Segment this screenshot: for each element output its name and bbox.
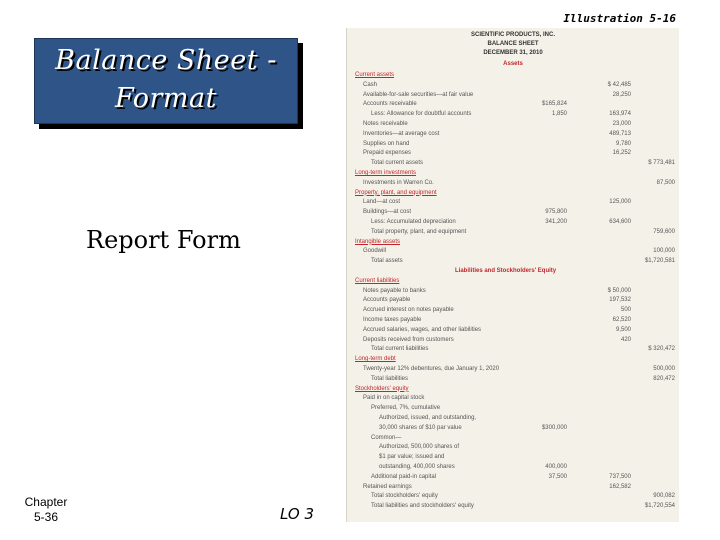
sheet-row-amount: 87,500	[656, 179, 675, 186]
sheet-row	[347, 327, 679, 336]
sheet-row-amount: $1,720,581	[644, 258, 675, 265]
sheet-row-amount: 163,974	[609, 111, 631, 118]
sheet-row	[347, 101, 679, 110]
sheet-row-label: Preferred, 7%, cumulative	[371, 405, 441, 412]
sheet-row-amount: 900,082	[653, 493, 675, 500]
sheet-row-amount: 420	[620, 336, 631, 343]
sheet-row	[347, 503, 679, 512]
sheet-row-label: Long-term debt	[355, 356, 396, 363]
sheet-row-label: Investments in Warren Co.	[363, 179, 434, 186]
sheet-row-label: Total current assets	[371, 160, 424, 167]
sheet-row-label: Liabilities and Stockholders' Equity	[455, 268, 557, 274]
sheet-row-label: Property, plant, and equipment	[355, 189, 437, 196]
sheet-row	[347, 141, 679, 150]
sheet-row-label: Current assets	[355, 72, 395, 78]
sheet-row-label: Income taxes payable	[363, 317, 422, 323]
learning-objective: LO 3	[280, 505, 315, 523]
sheet-row-amount: 737,500	[609, 473, 631, 480]
sheet-row	[347, 219, 679, 228]
sheet-row-amount: 500	[620, 307, 631, 314]
sheet-row-label: Stockholders' equity	[355, 385, 409, 392]
sheet-row-amount: 197,532	[609, 297, 631, 304]
sheet-row	[347, 493, 679, 502]
sheet-row	[347, 258, 679, 267]
balance-sheet-image	[346, 28, 679, 522]
sheet-row-label: Inventories—at average cost	[363, 130, 440, 137]
sheet-row	[347, 248, 679, 257]
sheet-row	[347, 346, 679, 355]
sheet-row-label: Available-for-sale securities—at fair value	[363, 91, 474, 98]
sheet-row-amount: $165,824	[541, 101, 567, 108]
sheet-row-label: Intangible assets	[355, 238, 401, 245]
slide-title-line1: Balance Sheet -	[55, 45, 277, 76]
sheet-row-amount: $1,720,554	[644, 503, 675, 510]
sheet-row-label: 30,000 shares of $10 par value	[379, 424, 462, 431]
sheet-row-amount: 500,000	[653, 366, 675, 372]
sheet-row-label: Accrued salaries, wages, and other liabilities	[363, 326, 482, 333]
slide-title-box	[34, 38, 298, 124]
sheet-row-label: Total stockholders' equity	[371, 493, 438, 500]
sheet-row	[347, 288, 679, 297]
sheet-row-label: Authorized, 500,000 shares of	[379, 444, 460, 451]
sheet-row	[347, 111, 679, 120]
sheet-row-label: Common—	[371, 434, 402, 441]
sheet-row-label: Supplies on hand	[363, 140, 410, 147]
sheet-row	[347, 376, 679, 385]
sheet-row	[347, 268, 679, 277]
sheet-row-amount: 100,000	[653, 248, 675, 255]
sheet-row-amount: 975,800	[545, 209, 567, 216]
sheet-row	[347, 209, 679, 218]
sheet-row	[347, 92, 679, 101]
sheet-row-amount: 489,713	[609, 130, 631, 137]
sheet-row-label: Accounts payable	[363, 297, 411, 304]
sheet-row-label: Buildings—at cost	[363, 209, 412, 216]
sheet-row	[347, 72, 679, 81]
sheet-row	[347, 180, 679, 189]
sheet-row-label: Total current liabilities	[371, 346, 429, 353]
sheet-row	[347, 474, 679, 483]
sheet-row-amount: 820,472	[653, 375, 675, 382]
sheet-row-label: $1 par value; issued and	[379, 454, 445, 461]
sheet-row	[347, 278, 679, 287]
sheet-row-label: Additional paid-in capital	[371, 473, 437, 480]
illustration-label: Illustration 5-16	[563, 12, 676, 25]
sheet-row-label: Paid in on capital stock	[363, 395, 425, 402]
sheet-row	[347, 199, 679, 208]
chapter-page: 5-36	[33, 510, 59, 524]
sheet-row	[347, 366, 679, 375]
sheet-row	[347, 435, 679, 444]
sheet-row-amount: $ 320,472	[648, 346, 675, 353]
sheet-row-amount: 23,000	[612, 121, 631, 127]
sheet-row-label: Deposits received from customers	[363, 336, 454, 343]
sheet-row	[347, 425, 679, 434]
slide-title-line2: Format	[115, 83, 217, 114]
sheet-row	[347, 444, 679, 453]
sheet-row-label: Less: Accumulated depreciation	[371, 219, 456, 225]
sheet-row-label: Twenty-year 12% debentures, due January 1, 2020	[363, 366, 500, 372]
sheet-row-label: Total assets	[371, 258, 403, 265]
sheet-row-amount: 28,250	[612, 91, 631, 98]
sheet-row	[347, 395, 679, 404]
sheet-row	[347, 356, 679, 365]
sheet-row-amount: $ 42,485	[607, 81, 631, 88]
sheet-row-label: Cash	[363, 81, 378, 88]
sheet-row-label: Total liabilities and stockholders' equity	[371, 503, 474, 510]
sheet-company: SCIENTIFIC PRODUCTS, INC.	[470, 32, 555, 38]
sheet-row-label: Retained earnings	[363, 483, 412, 490]
sheet-row-label: Accrued interest on notes payable	[363, 307, 454, 314]
sheet-row-amount: 634,600	[609, 219, 631, 225]
sheet-row-label: Prepaid expenses	[363, 150, 412, 157]
sheet-row	[347, 337, 679, 346]
sheet-row-label: Notes payable to banks	[363, 287, 426, 294]
chapter-label	[18, 495, 74, 525]
sheet-row-amount: 341,200	[545, 219, 567, 225]
sheet-row	[347, 454, 679, 463]
sheet-row	[347, 386, 679, 395]
sheet-row-amount: 62,520	[612, 317, 631, 323]
sheet-row-amount: 16,252	[612, 150, 631, 157]
sheet-row	[347, 131, 679, 140]
sheet-row-amount: 400,000	[545, 464, 567, 470]
sheet-row-label: Notes receivable	[363, 121, 408, 127]
sheet-row	[347, 160, 679, 169]
sheet-row	[347, 405, 679, 414]
sheet-row-label: outstanding, 400,000 shares	[379, 464, 455, 470]
sheet-row-amount: $300,000	[541, 424, 567, 431]
sheet-row-amount: 9,780	[615, 140, 631, 147]
sheet-row-label: Less: Allowance for doubtful accounts	[371, 111, 472, 118]
sheet-row	[347, 190, 679, 199]
sheet-row	[347, 239, 679, 248]
sheet-statement: BALANCE SHEET	[487, 41, 539, 47]
sheet-row-label: Authorized, issued, and outstanding,	[379, 415, 477, 421]
sheet-row-label: Accounts receivable	[363, 101, 417, 108]
sheet-row-label: Total property, plant, and equipment	[371, 228, 467, 235]
chapter-word: Chapter	[24, 495, 68, 509]
sheet-assets-heading: Assets	[503, 61, 523, 67]
sheet-row-amount: $ 773,481	[648, 160, 675, 167]
sheet-row-label: Land—at cost	[363, 199, 401, 206]
sheet-row-amount: 125,000	[609, 199, 631, 206]
sheet-row	[347, 464, 679, 473]
sheet-row-label: Goodwill	[363, 248, 387, 255]
sheet-date: DECEMBER 31, 2010	[483, 50, 543, 56]
sheet-row	[347, 297, 679, 306]
sheet-row-amount: $ 50,000	[607, 287, 631, 294]
sheet-row	[347, 82, 679, 91]
sheet-row	[347, 484, 679, 493]
sheet-row	[347, 170, 679, 179]
sheet-row	[347, 229, 679, 238]
sheet-row	[347, 121, 679, 130]
sheet-row-amount: 37,500	[548, 473, 567, 480]
sheet-row	[347, 307, 679, 316]
sheet-row-amount: 1,850	[551, 111, 567, 118]
sheet-row-label: Total liabilities	[371, 375, 409, 382]
report-form-label: Report Form	[86, 226, 241, 254]
sheet-row-label: Current liabilities	[355, 277, 400, 284]
sheet-row	[347, 415, 679, 424]
sheet-row-amount: 162,582	[609, 483, 631, 490]
sheet-row-label: Long-term investments	[355, 170, 417, 176]
sheet-row	[347, 317, 679, 326]
sheet-row-amount: 759,600	[653, 228, 675, 235]
sheet-row-amount: 9,500	[615, 326, 631, 333]
sheet-row	[347, 150, 679, 159]
